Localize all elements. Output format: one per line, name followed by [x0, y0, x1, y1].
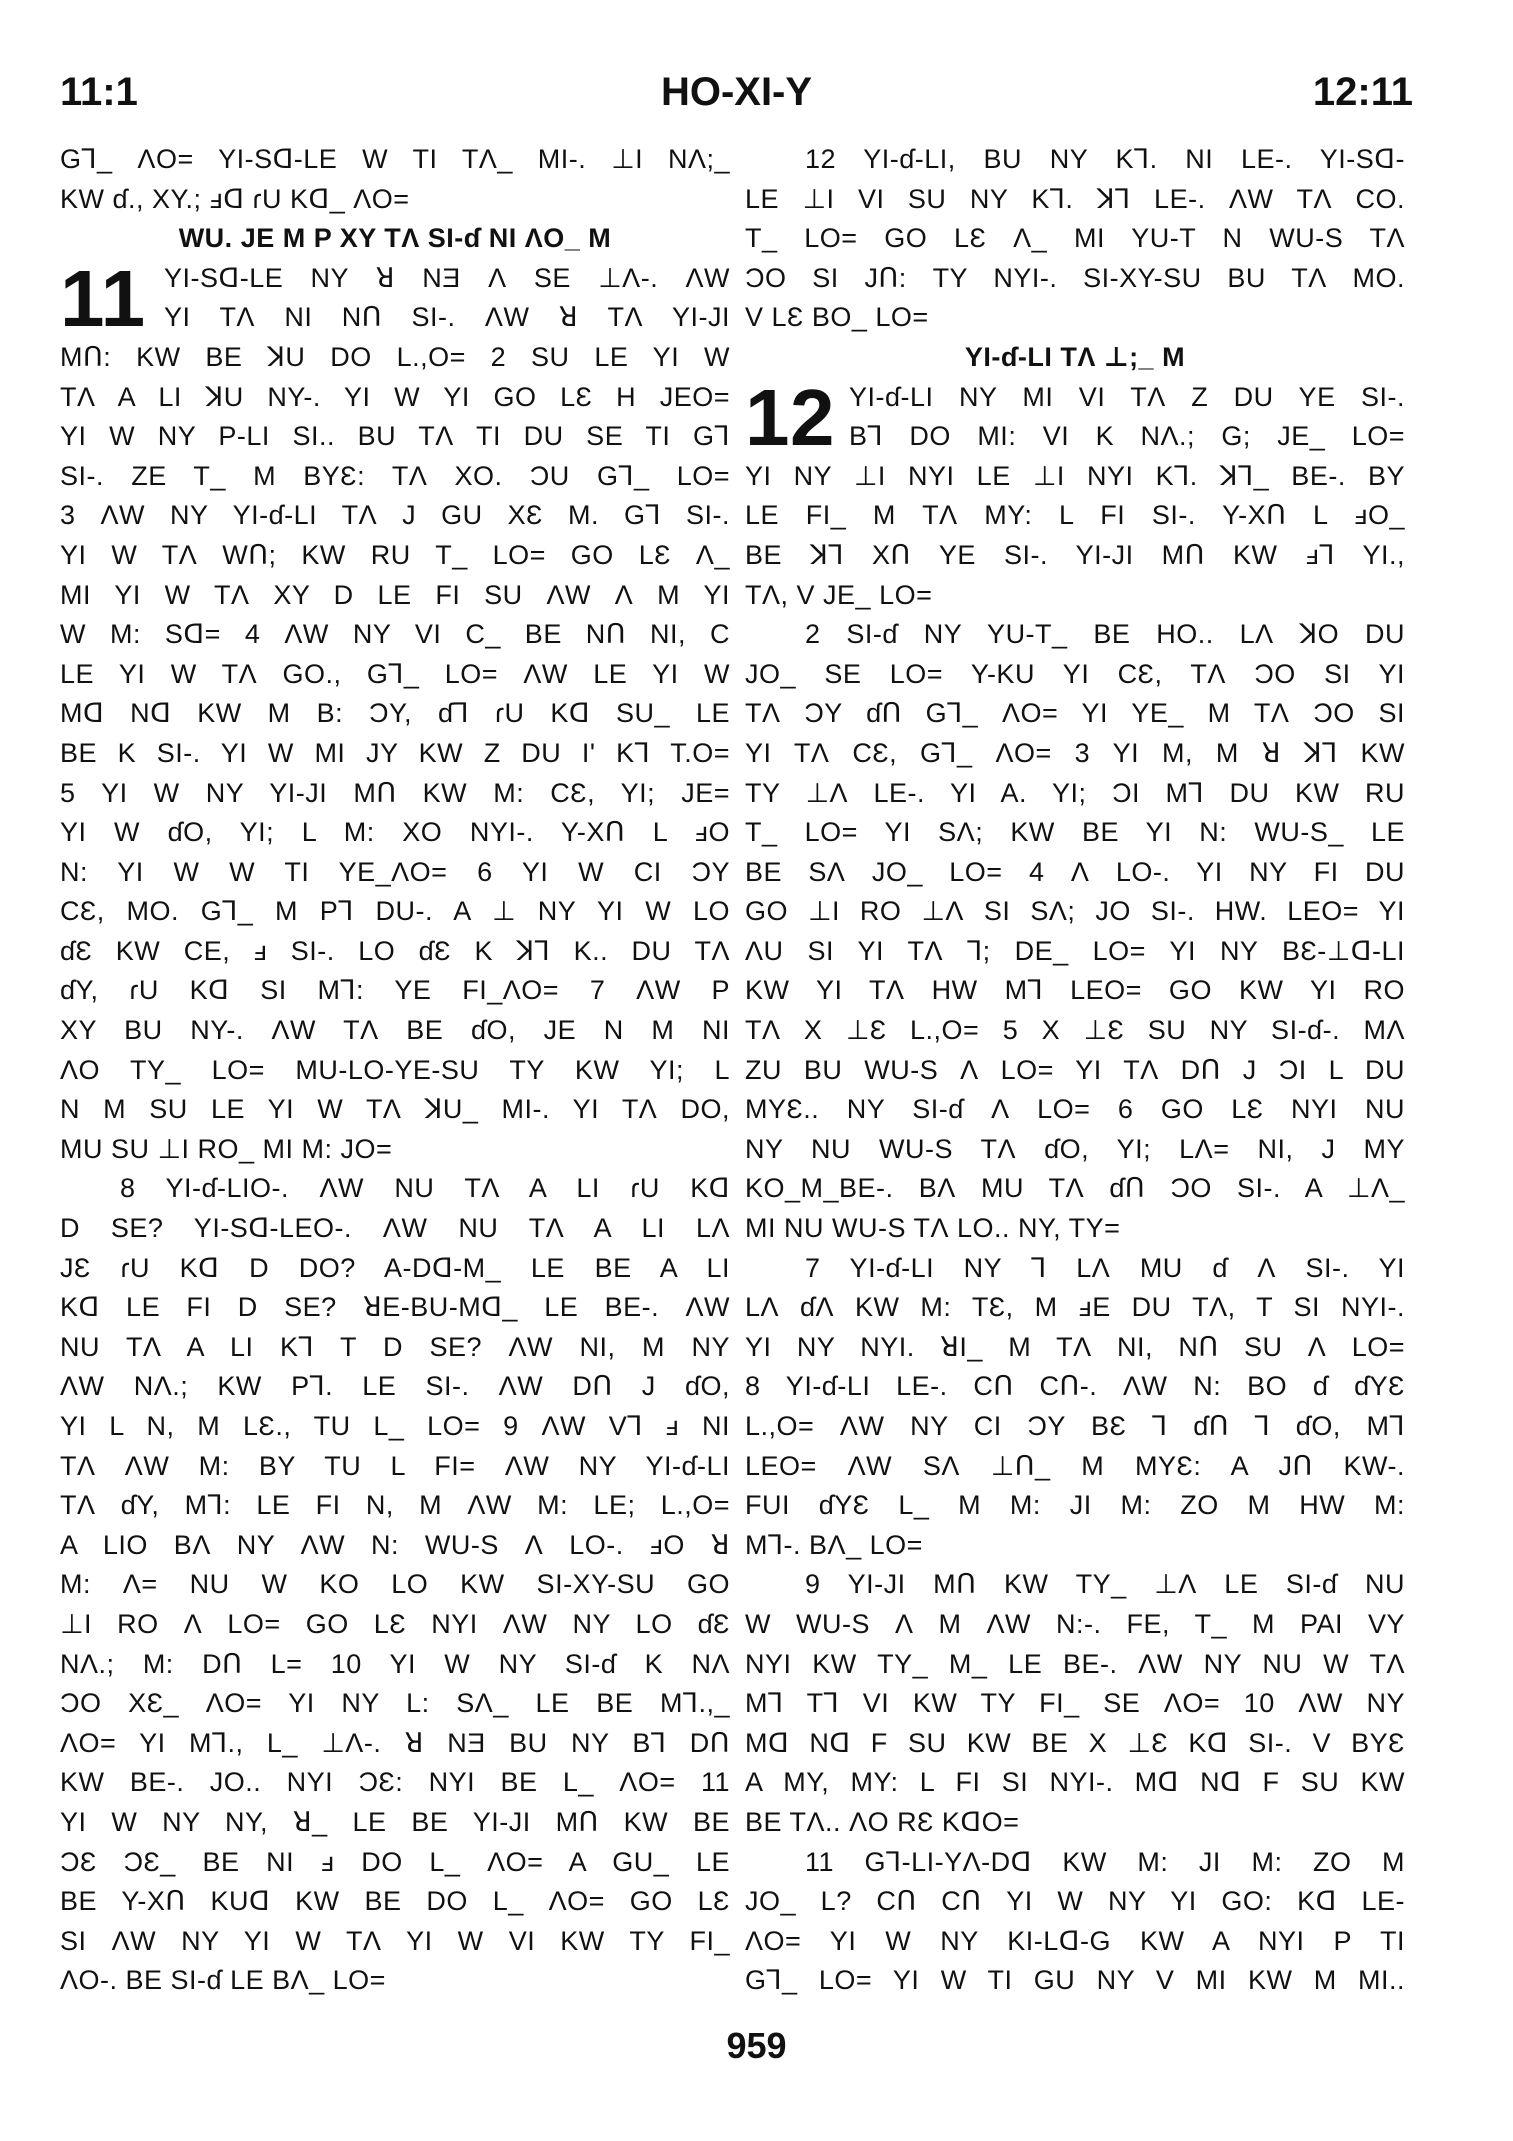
- text-line: ɅW NɅ.; KW P⅂. LE SI-. ɅW DՈ J ɗO,: [60, 1371, 730, 1402]
- text-line: N: YI W W TI YE_ɅO= 6 YI W CI ƆY: [60, 856, 730, 887]
- text-line: YI-ɗ-LI NY MI VI TɅ Z DU YE SI-.: [849, 381, 1405, 412]
- chapter-block: [745, 372, 1405, 462]
- text-line: 2 SI-ɗ NY YU-T_ BE HO.. LɅ ꓘO DU: [805, 619, 1405, 650]
- text-line: BE ꓘ⅂ XՈ YE SI-. YI-JI MՈ KW ⅎ⅂ YI.,: [745, 539, 1405, 570]
- text-line: JO_ SE LO= Y-KU YI CƐ, TɅ ƆO SI YI: [745, 658, 1405, 689]
- text-line: W M: Sᗡ= 4 ɅW NY VI C_ BE NՈ NI, C: [60, 619, 730, 650]
- text-line: N M SU LE YI W TɅ ꓘU_ MI-. YI TɅ DO,: [60, 1094, 730, 1125]
- text-line: BE K SI-. YI W MI JY KW Z DU I' K⅂ T.O=: [60, 737, 730, 768]
- text-line: ɅO-. BE SI-ɗ LE BɅ_ LO=: [60, 1965, 386, 1996]
- section-heading: YI-ɗ-LI TɅ ⊥;_ M: [964, 341, 1186, 372]
- text-line: A MY, MY: L FI SI NYI-. Mᗡ Nᗡ F SU KW: [745, 1767, 1405, 1798]
- text-line: T_ LO= YI SɅ; KW BE YI N: WU-S_ LE: [745, 817, 1405, 848]
- text-line: TɅ ɗY, M⅂: LE FI N, M ɅW M: LE; L.,O=: [60, 1490, 730, 1521]
- right-column: [745, 140, 1405, 2001]
- text-line: YI W TɅ WՈ; KW RU T_ LO= GO LƐ Ʌ_: [60, 539, 730, 570]
- page-number: 959: [726, 2025, 787, 2066]
- page-header: [60, 70, 1413, 120]
- book-title: HO-XI-Y: [660, 70, 813, 114]
- text-line: ƆO SI JՈ: TY NYI-. SI-XY-SU BU TɅ MO.: [745, 262, 1405, 293]
- paragraph: [745, 1249, 1405, 1566]
- chapter-range-start: 11:1: [60, 70, 138, 114]
- text-line: LE YI W TɅ GO., G⅂_ LO= ɅW LE YI W: [60, 658, 730, 689]
- text-line: 9 YI-JI MՈ KW TY_ ⊥Ʌ LE SI-ɗ NU: [805, 1569, 1405, 1600]
- paragraph: [745, 1843, 1405, 2001]
- text-line: T_ LO= GO LƐ Ʌ_ MI YU-T N WU-S TɅ: [745, 223, 1405, 254]
- chapter-number: 11: [60, 253, 146, 343]
- paragraph: [745, 140, 1405, 338]
- text-line: 8 YI-ɗ-LI LE-. CՈ CՈ-. ɅW N: BO ɗ ɗYƐ: [745, 1371, 1405, 1402]
- text-line: YI W NY NY, ꓤ_ LE BE YI-JI MՈ KW BE: [60, 1806, 730, 1837]
- text-line: M: Ʌ= NU W KO LO KW SI-XY-SU GO: [60, 1569, 730, 1600]
- text-line: M⅂ T⅂ VI KW TY FI_ SE ɅO= 10 ɅW NY: [745, 1688, 1405, 1719]
- paragraph: [60, 1169, 730, 2000]
- text-line: NU TɅ A LI K⅂ T D SE? ɅW NI, M NY: [60, 1331, 730, 1362]
- text-line: L.,O= ɅW NY CI ƆY BƐ ⅂ ɗՈ ⅂ ɗO, M⅂: [745, 1411, 1405, 1441]
- text-line: YI NY NYI. ꓤI_ M TɅ NI, NՈ SU Ʌ LO=: [745, 1331, 1405, 1362]
- text-line: ɅO TY_ LO= MU-LO-YE-SU TY KW YI; L: [60, 1054, 730, 1085]
- text-line: Mᗡ Nᗡ KW M B: ƆY, ɗ⅂ ɾU Kᗡ SU_ LE: [60, 698, 730, 729]
- text-line: YI L N, M LƐ., TU L_ LO= 9 ɅW V⅂ ⅎ NI: [60, 1411, 730, 1441]
- text-line: W WU-S Ʌ M ɅW N:-. FE, T_ M PAI VY: [745, 1608, 1405, 1639]
- text-line: TɅ, V JE_ LO=: [745, 579, 933, 610]
- text-line: JƐ ɾU Kᗡ D DO? A-Dᗡ-M_ LE BE A LI: [60, 1252, 730, 1283]
- text-line: NY NU WU-S TɅ ɗO, YI; LɅ= NI, J MY: [745, 1133, 1405, 1164]
- text-line: SI-. ZE T_ M BYƐ: TɅ XO. ƆU G⅂_ LO=: [60, 460, 730, 491]
- text-line: BE Y-XՈ KUᗡ KW BE DO L_ ɅO= GO LƐ: [60, 1886, 730, 1917]
- text-line: ɅO= YI W NY KI-Lᗡ-G KW A NYI P TI: [745, 1925, 1405, 1956]
- text-line: MI YI W TɅ XY D LE FI SU ɅW Ʌ M YI: [60, 579, 730, 610]
- text-line: JO_ L? CՈ CՈ YI W NY YI GO: Kᗡ LE-: [745, 1886, 1405, 1917]
- text-line: Kᗡ LE FI D SE? ꓤE-BU-Mᗡ_ LE BE-. ɅW: [60, 1292, 730, 1323]
- text-line: ɅU SI YI TɅ ⅂; DE_ LO= YI NY BƐ-⊥ᗡ-LI: [745, 935, 1405, 966]
- paragraph: [745, 615, 1405, 1249]
- text-line: LɅ ɗɅ KW M: TƐ, M ⅎE DU TɅ, T SI NYI-.: [745, 1292, 1405, 1323]
- text-line: ƆƐ ƆƐ_ BE NI ⅎ DO L_ ɅO= A GU_ LE: [60, 1846, 730, 1877]
- text-line: ɗƐ KW CE, ⅎ SI-. LO ɗƐ K ꓘ⅂ K.. DU TɅ: [60, 935, 730, 966]
- text-line: 3 ɅW NY YI-ɗ-LI TɅ J GU XƐ M. G⅂ SI-.: [60, 500, 730, 531]
- text-line: TɅ X ⊥Ɛ L.,O= 5 X ⊥Ɛ SU NY SI-ɗ-. MɅ: [745, 1015, 1405, 1046]
- text-line: YI-Sᗡ-LE NY ꓤ NƎ Ʌ SE ⊥Ʌ-. ɅW: [164, 262, 730, 293]
- text-line: NYI KW TY_ M_ LE BE-. ɅW NY NU W TɅ: [745, 1648, 1405, 1679]
- paragraph: [60, 338, 730, 1169]
- text-line: 12 YI-ɗ-LI, BU NY K⅂. NI LE-. YI-Sᗡ-: [805, 144, 1405, 174]
- text-line: 11 G⅂-LI-YɅ-Dᗡ KW M: JI M: ZO M: [805, 1846, 1405, 1877]
- text-line: MՈ: KW BE ꓘU DO L.,O= 2 SU LE YI W: [60, 341, 730, 372]
- left-column: [60, 140, 730, 2001]
- text-line: M⅂-. BɅ_ LO=: [745, 1529, 923, 1560]
- text-line: YI TɅ CƐ, G⅂_ ɅO= 3 YI M, M ꓤ ꓘ⅂ KW: [745, 737, 1405, 768]
- text-line: TɅ ɅW M: BY TU L FI= ɅW NY YI-ɗ-LI: [60, 1450, 730, 1481]
- paragraph: [745, 457, 1405, 615]
- text-line: FUI ɗYƐ L_ M M: JI M: ZO M HW M:: [745, 1490, 1405, 1521]
- text-line: A LIO BɅ NY ɅW N: WU-S Ʌ LO-. ⅎO ꓤ: [60, 1529, 730, 1560]
- text-line: KW YI TɅ HW M⅂ LEO= GO KW YI RO: [745, 975, 1405, 1006]
- chapter-range-end: 12:11: [1312, 70, 1413, 114]
- section-heading: WU. JE M P XY TɅ SI-ɗ NI ɅO_ M: [178, 223, 612, 254]
- paragraph: [745, 1565, 1405, 1842]
- text-line: ɗY, ɾU Kᗡ SI M⅂: YE FI_ɅO= 7 ɅW P: [60, 975, 730, 1006]
- text-line: TɅ ƆY ɗՈ G⅂_ ɅO= YI YE_ M TɅ ƆO SI: [745, 698, 1405, 729]
- text-line: KW ɗ., XY.; ⅎᗡ ɾU Kᗡ_ ɅO=: [60, 183, 410, 214]
- text-line: V LƐ BO_ LO=: [745, 302, 929, 333]
- text-line: Mᗡ Nᗡ F SU KW BE X ⊥Ɛ Kᗡ SI-. V BYƐ: [745, 1727, 1405, 1758]
- text-line: ZU BU WU-S Ʌ LO= YI TɅ DՈ J ƆI L DU: [745, 1054, 1405, 1085]
- text-line: BE TɅ.. ɅO RƐ KᗡO=: [745, 1806, 1020, 1837]
- text-line: B⅂ DO MI: VI K NɅ.; G; JE_ LO=: [849, 421, 1405, 452]
- text-line: 7 YI-ɗ-LI NY ⅂ LɅ MU ɗ Ʌ SI-. YI: [805, 1252, 1405, 1283]
- chapter-block: [60, 253, 730, 343]
- text-line: YI TɅ NI NՈ SI-. ɅW ꓤ TɅ YI-JI: [164, 302, 730, 333]
- text-line: ɅO= YI M⅂., L_ ⊥Ʌ-. ꓤ NƎ BU NY B⅂ DՈ: [60, 1727, 730, 1758]
- text-line: YI W ɗO, YI; L M: XO NYI-. Y-XՈ L ⅎO: [60, 817, 730, 848]
- text-line: 8 YI-ɗ-LIO-. ɅW NU TɅ A LI ɾU Kᗡ: [120, 1173, 730, 1204]
- text-line: ⊥I RO Ʌ LO= GO LƐ NYI ɅW NY LO ɗƐ: [60, 1608, 730, 1639]
- text-line: LEO= ɅW SɅ ⊥Ո_ M MYƐ: A JՈ KW-.: [745, 1450, 1405, 1481]
- text-line: BE SɅ JO_ LO= 4 Ʌ LO-. YI NY FI DU: [745, 856, 1405, 887]
- text-line: YI W NY P-LI SI.. BU TɅ TI DU SE TI G⅂: [60, 421, 730, 452]
- text-line: XY BU NY-. ɅW TɅ BE ɗO, JE N M NI: [60, 1015, 730, 1046]
- text-line: KW BE-. JO.. NYI ƆƐ: NYI BE L_ ɅO= 11: [60, 1767, 730, 1798]
- text-line: TY ⊥Ʌ LE-. YI A. YI; ƆI M⅂ DU KW RU: [745, 777, 1405, 808]
- text-line: MU SU ⊥I RO_ MI M: JO=: [60, 1133, 393, 1164]
- text-line: GO ⊥I RO ⊥Ʌ SI SɅ; JO SI-. HW. LEO= YI: [745, 896, 1405, 927]
- text-line: LE ⊥I VI SU NY K⅂. ꓘ⅂ LE-. ɅW TɅ CO.: [745, 183, 1405, 214]
- text-line: 5 YI W NY YI-JI MՈ KW M: CƐ, YI; JE=: [60, 777, 730, 808]
- text-line: NɅ.; M: DՈ L= 10 YI W NY SI-ɗ K NɅ: [60, 1648, 730, 1679]
- text-line: SI ɅW NY YI W TɅ YI W VI KW TY FI_: [60, 1925, 730, 1956]
- text-line: G⅂_ ɅO= YI-Sᗡ-LE W TI TɅ_ MI-. ⊥I NɅ;_: [60, 144, 730, 174]
- text-line: D SE? YI-Sᗡ-LEO-. ɅW NU TɅ A LI LɅ: [60, 1213, 730, 1244]
- text-line: TɅ A LI ꓘU NY-. YI W YI GO LƐ H JEO=: [60, 381, 730, 412]
- text-line: CƐ, MO. G⅂_ M P⅂ DU-. A ⊥ NY YI W LO: [60, 896, 730, 927]
- text-line: MYƐ.. NY SI-ɗ Ʌ LO= 6 GO LƐ NYI NU: [745, 1094, 1405, 1125]
- text-line: LE FI_ M TɅ MY: L FI SI-. Y-XՈ L ⅎO_: [745, 500, 1405, 531]
- text-line: KO_M_BE-. BɅ MU TɅ ɗՈ ƆO SI-. A ⊥Ʌ_: [745, 1173, 1405, 1204]
- text-line: MI NU WU-S TɅ LO.. NY, TY=: [745, 1213, 1121, 1244]
- text-line: YI NY ⊥I NYI LE ⊥I NYI K⅂. ꓘ⅂_ BE-. BY: [745, 460, 1405, 491]
- chapter-number: 12: [745, 372, 835, 462]
- text-line: ƆO XƐ_ ɅO= YI NY L: SɅ_ LE BE M⅂.,_: [60, 1688, 730, 1719]
- text-line: G⅂_ LO= YI W TI GU NY V MI KW M MI..: [745, 1965, 1405, 1996]
